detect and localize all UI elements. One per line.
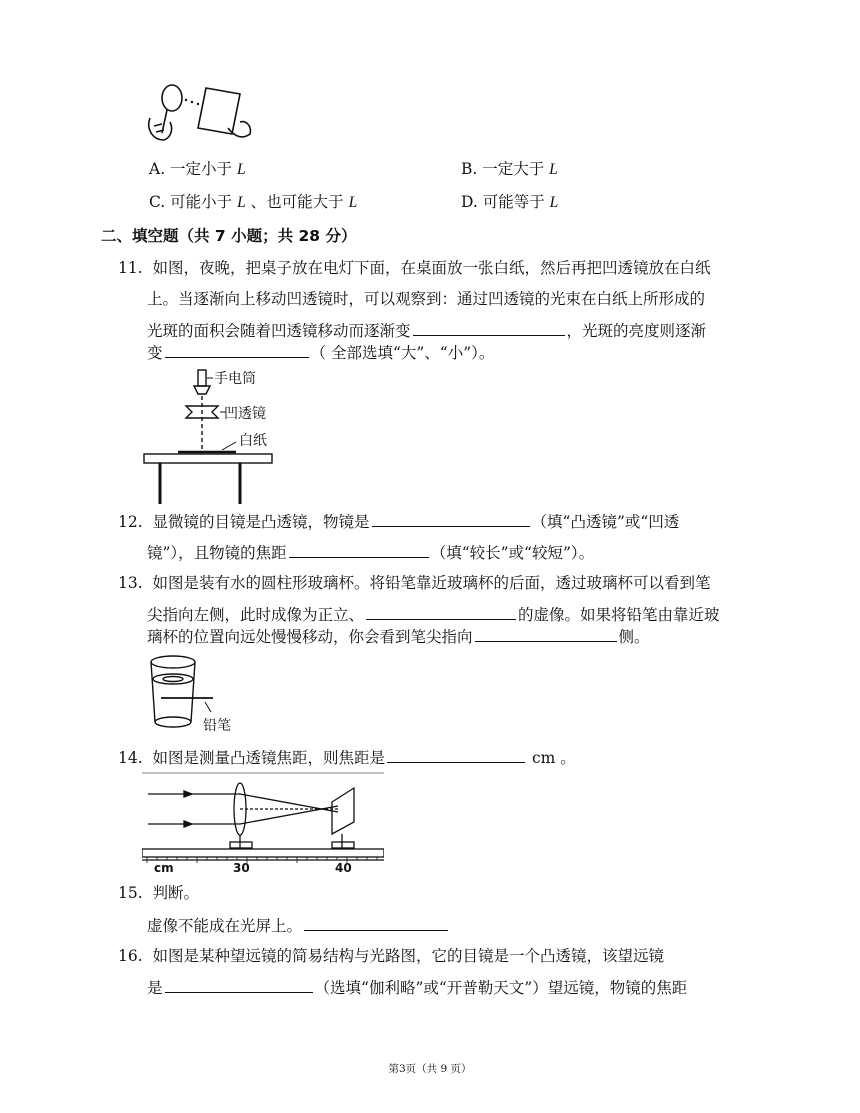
bench-rail: [142, 849, 384, 857]
q12-text-line2: 镜”），且物镜的焦距 （填“较长”或“较短”）。: [147, 544, 595, 562]
glass-rim: [151, 656, 195, 668]
answer-blank-q12-focal[interactable]: [289, 542, 429, 558]
page-footer: 第3页（共 9 页）: [388, 1063, 472, 1075]
magnifier-paper-figure: [142, 78, 252, 148]
q16-text-line1: 16. 如图是某种望远镜的简易结构与光路图，它的目镜是一个凸透镜，该望远镜: [118, 947, 665, 965]
flashlight-head: [194, 386, 210, 394]
left-hand: [149, 118, 172, 140]
answer-blank-q11-area[interactable]: [413, 320, 565, 336]
answer-blank-q12-objective[interactable]: [372, 511, 530, 527]
q11-text-line2: 上。当逐渐向上移动凹透镜时，可以观察到：通过凹透镜的光束在白纸上所形成的: [147, 290, 706, 308]
answer-blank-q13-direction[interactable]: [475, 626, 617, 642]
tick-30: 30: [233, 861, 250, 875]
glass-pencil-figure: [145, 652, 255, 736]
concave-lens-table-figure: [140, 364, 280, 506]
section-heading: 二、填空题（共 7 小题；共 28 分）: [101, 227, 357, 245]
option-c[interactable]: C. 可能小于 L 、也可能大于 L: [149, 193, 358, 211]
magnifier-lens: [162, 85, 182, 111]
q15-text-line2: 虚像不能成在光屏上。: [147, 915, 450, 936]
q12-text-line1: 12. 显微镜的目镜是凸透镜，物镜是 （填“凸透镜”或“凹透: [118, 513, 680, 531]
answer-blank-q15[interactable]: [304, 915, 448, 931]
q14-text-line1: 14. 如图是测量凸透镜焦距，则焦距是 cm 。: [118, 749, 576, 767]
flashlight-body: [198, 370, 206, 386]
q11-text-line4: 变 （ 全部选填“大”、“小”）。: [147, 344, 495, 362]
q15-text-line1: 15. 判断。: [118, 884, 200, 902]
option-a[interactable]: A. 一定小于 L: [149, 160, 246, 178]
q13-text-line2: 尖指向左侧，此时成像为正立、 的虚像。如果将铅笔由靠近玻: [147, 606, 720, 624]
flashlight-label: 手电筒: [214, 371, 256, 387]
refracted-bottom: [240, 806, 338, 824]
water-surface: [153, 674, 193, 684]
tick-40: 40: [335, 861, 352, 875]
option-d[interactable]: D. 可能等于 L: [461, 193, 559, 211]
answer-blank-q14-focal[interactable]: [387, 747, 525, 763]
answer-blank-q16-type[interactable]: [165, 977, 313, 993]
lens-holder: [230, 842, 252, 848]
lens-label: 凹透镜: [224, 406, 266, 422]
pencil-label: 铅笔: [203, 718, 231, 734]
answer-blank-q11-brightness[interactable]: [165, 342, 309, 358]
screen-holder: [332, 842, 354, 848]
q16-text-line2: 是 （选填“伽利略”或“开普勒天文”）望远镜，物镜的焦距: [147, 979, 688, 997]
paper-sheet: [198, 88, 240, 134]
glass-bottom: [155, 717, 191, 727]
option-b[interactable]: B. 一定大于 L: [461, 160, 558, 178]
optical-bench-figure: [142, 772, 384, 876]
q11-text-line1: 11. 如图，夜晚，把桌子放在电灯下面，在桌面放一张白纸，然后再把凹透镜放在白纸: [118, 259, 711, 277]
table-top: [144, 454, 272, 463]
q13-text-line1: 13. 如图是装有水的圆柱形玻璃杯。将铅笔靠近玻璃杯的后面，透过玻璃杯可以看到笔: [118, 574, 711, 592]
paper-label: 白纸: [239, 433, 267, 449]
unit-label: cm: [154, 861, 174, 875]
answer-blank-q13-image[interactable]: [366, 604, 516, 620]
q11-text-line3: 光斑的面积会随着凹透镜移动而逐渐变 ，光斑的亮度则逐渐: [147, 322, 707, 340]
q13-text-line3: 璃杯的位置向远处慢慢移动，你会看到笔尖指向 侧。: [147, 628, 650, 646]
